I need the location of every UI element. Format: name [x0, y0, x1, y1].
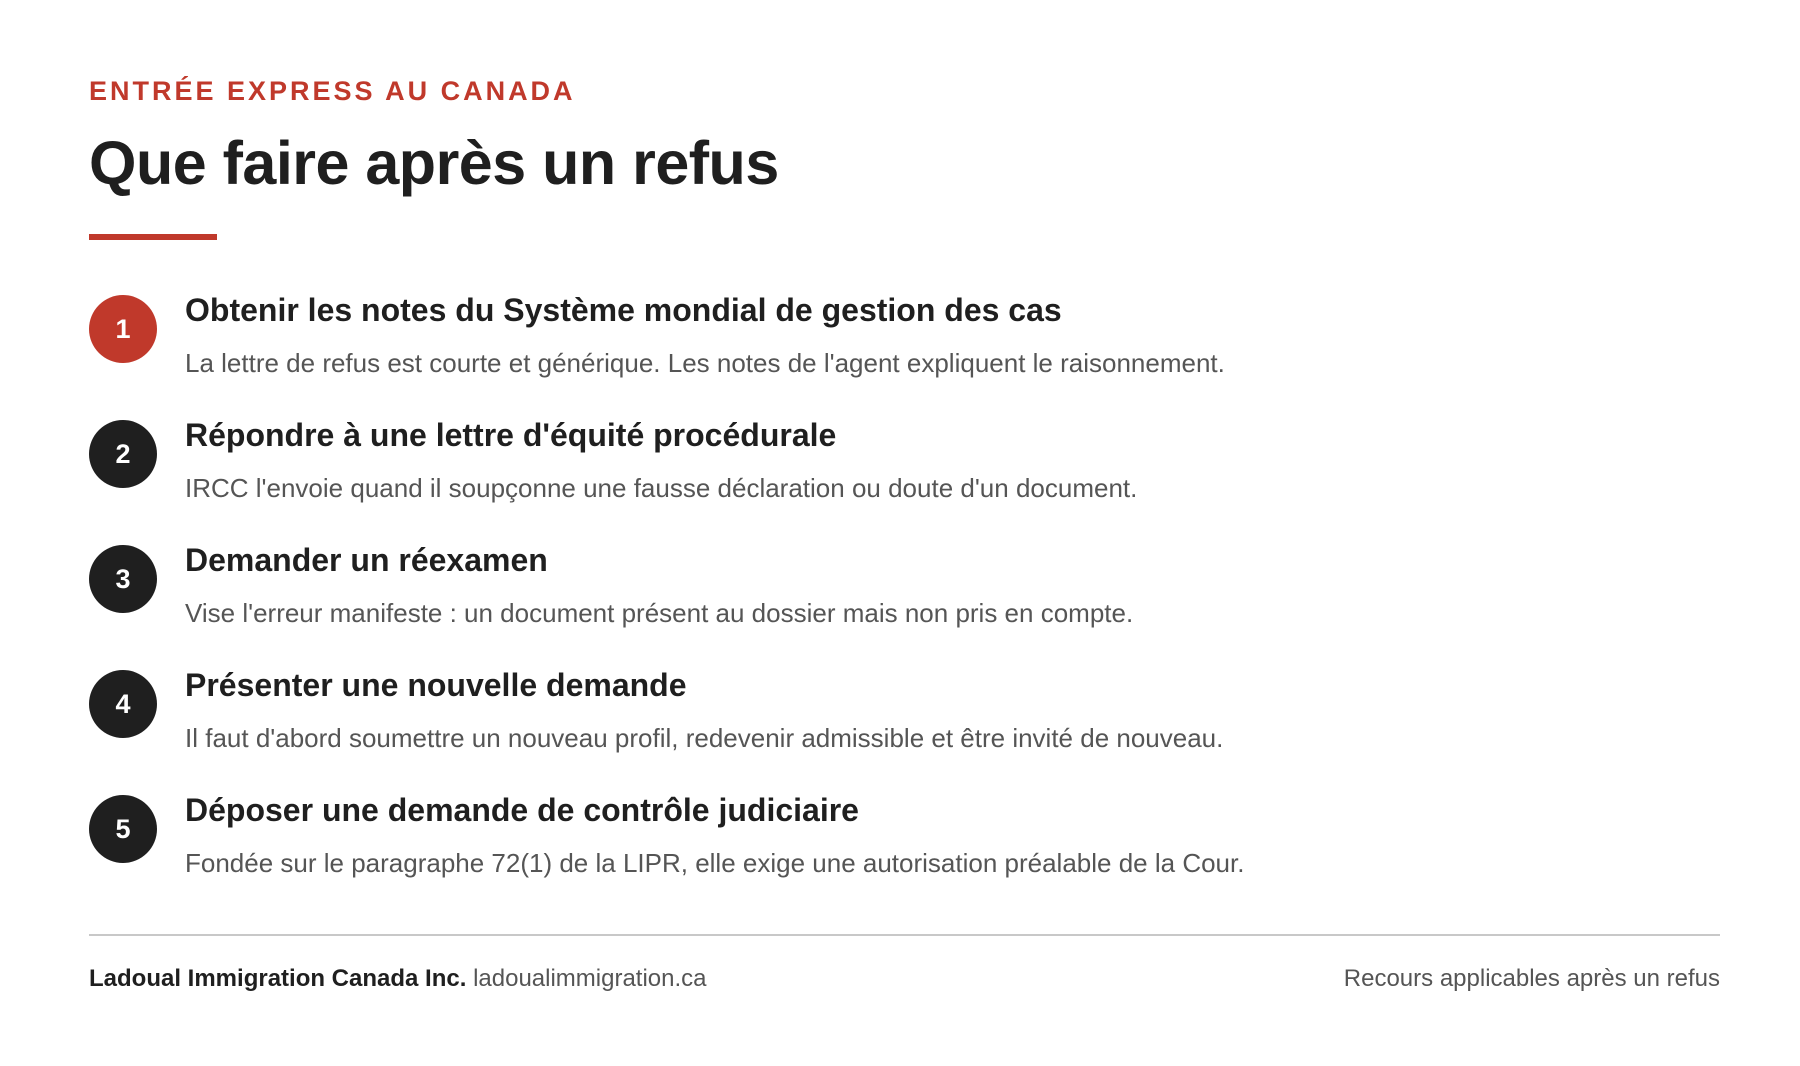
footer-company-name: Ladoual Immigration Canada Inc.: [89, 965, 467, 992]
infographic-page: [89, 0, 1720, 1066]
step-title: Déposer une demande de contrôle judiciaire: [185, 792, 859, 828]
step-number-badge: 4: [89, 670, 157, 738]
footer-brand: [89, 965, 707, 993]
step-number-badge: 3: [89, 545, 157, 613]
step-item: [89, 792, 1720, 920]
step-item: [89, 292, 1720, 420]
step-number-badge: 5: [89, 795, 157, 863]
page-title: Que faire après un refus: [89, 129, 779, 197]
steps-list: [89, 292, 1720, 920]
step-description: Vise l'erreur manifeste : un document présent au dossier mais non pris en compte.: [185, 598, 1134, 628]
step-title: Présenter une nouvelle demande: [185, 667, 687, 703]
footer-divider: [89, 934, 1720, 936]
footer-caption: Recours applicables après un refus: [1343, 965, 1720, 992]
eyebrow-label: ENTRÉE EXPRESS AU CANADA: [89, 76, 576, 106]
step-description: La lettre de refus est courte et générique. Les notes de l'agent expliquent le raisonnement.: [185, 348, 1225, 378]
step-description: Fondée sur le paragraphe 72(1) de la LIPR, elle exige une autorisation préalable de la Cour.: [185, 848, 1245, 878]
step-number-badge: 2: [89, 420, 157, 488]
step-item: [89, 417, 1720, 545]
step-description: IRCC l'envoie quand il soupçonne une fausse déclaration ou doute d'un document.: [185, 473, 1138, 503]
step-item: [89, 542, 1720, 670]
title-accent-rule: [89, 234, 217, 240]
footer-website: ladoualimmigration.ca: [473, 965, 707, 992]
step-description: Il faut d'abord soumettre un nouveau profil, redevenir admissible et être invité de nouveau.: [185, 723, 1224, 753]
step-item: [89, 667, 1720, 795]
step-title: Obtenir les notes du Système mondial de gestion des cas: [185, 292, 1062, 328]
step-title: Demander un réexamen: [185, 542, 548, 578]
step-title: Répondre à une lettre d'équité procédurale: [185, 417, 837, 453]
step-number-badge: 1: [89, 295, 157, 363]
